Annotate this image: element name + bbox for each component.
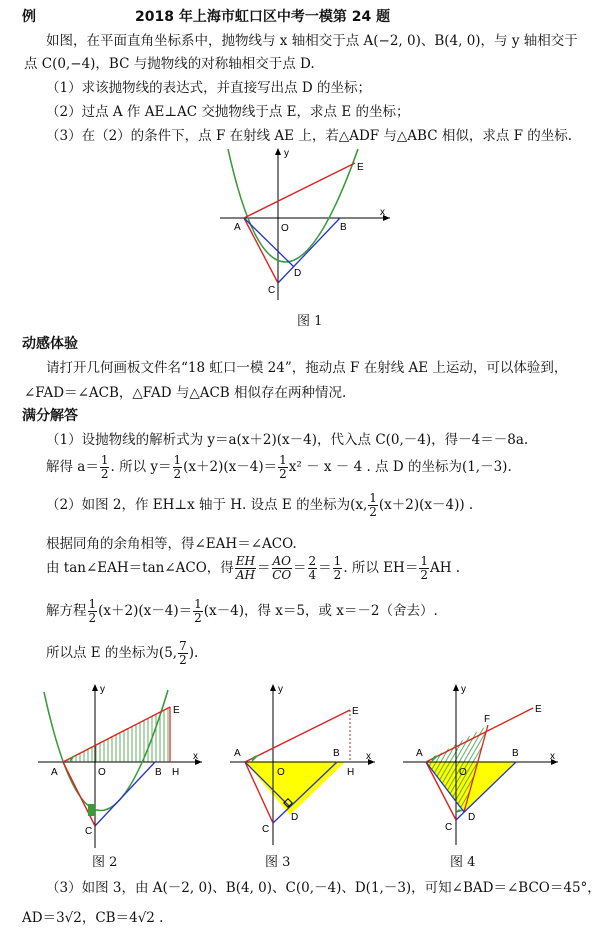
- fig1-label-A: A: [234, 222, 241, 233]
- s7-text-b: ).: [188, 645, 199, 661]
- fig4-label-F: F: [484, 714, 491, 725]
- frac-num: 1: [173, 453, 182, 467]
- frac-num: 1: [333, 554, 342, 568]
- solution-step-7: [46, 638, 198, 668]
- frac-one-half-8: [193, 598, 203, 625]
- fig1-label-D: D: [294, 268, 302, 279]
- problem-line-1: 如图，在平面直角坐标系中，抛物线与 x 轴相交于点 A(−2, 0)、B(4, 0)，与 y 轴相交于: [46, 33, 578, 49]
- solution-step-9: AD＝3√2，CB＝4√2 .: [22, 910, 164, 926]
- frac-num: 2: [308, 554, 317, 568]
- fig3-label-H: H: [347, 767, 355, 778]
- s3-text-b: (x＋2)(x－4)) .: [378, 497, 474, 513]
- s5-eq-2: ＝: [293, 560, 307, 576]
- figure-2-caption: 图 2: [92, 855, 118, 870]
- fig2-label-A: A: [51, 767, 58, 778]
- frac-num: 1: [420, 554, 428, 568]
- question-3: （3）在（2）的条件下，点 F 在射线 AE 上，若△ADF 与△ABC 相似，求点 F 的坐标.: [46, 128, 573, 144]
- frac-den: AH: [235, 568, 255, 582]
- dynamic-line-2: ∠FAD＝∠ACB，△FAD 与△ACB 相似存在两种情况.: [24, 385, 347, 401]
- fig2-label-H: H: [172, 767, 180, 778]
- frac-seven-halves: [178, 640, 188, 667]
- problem-line-2: 点 C(0,−4)，BC 与抛物线的对称轴相交于点 D.: [24, 56, 315, 72]
- s5-eq-3: ＝: [318, 560, 332, 576]
- figure-2: [30, 680, 210, 850]
- fig2-label-O: O: [98, 767, 106, 778]
- question-1: （1）求该抛物线的表达式，并直接写出点 D 的坐标；: [46, 80, 371, 96]
- frac-den: 2: [100, 467, 109, 481]
- frac-den: 2: [279, 467, 287, 481]
- fig1-line-AC: [244, 218, 278, 283]
- fig3-label-E: E: [352, 706, 359, 717]
- fig1-label-y: y: [284, 148, 289, 159]
- frac-one-half-7: [88, 598, 98, 625]
- solution-step-2: [46, 452, 512, 482]
- frac-den: 2: [173, 467, 182, 481]
- fig4-label-E: E: [535, 704, 542, 715]
- figure-1-caption: 图 1: [297, 314, 323, 329]
- fig3-y-arrow: [270, 684, 276, 691]
- fig3-label-C: C: [262, 824, 270, 835]
- frac-one-half-4: [368, 492, 378, 519]
- figure-3-caption: 图 3: [265, 855, 291, 870]
- fig3-label-O: O: [277, 767, 285, 778]
- frac-one-half-6: [419, 555, 429, 582]
- s5-text-a: 由 tan∠EAH＝tan∠ACO，得: [46, 560, 234, 576]
- fig4-label-O: O: [459, 767, 467, 778]
- solution-step-4: 根据同角的余角相等，得∠EAH＝∠ACO.: [46, 536, 297, 552]
- s6-text-a: 解方程: [46, 603, 87, 619]
- fig3-angle-A: [252, 756, 258, 762]
- s2-text-b: . 所以 y＝: [110, 459, 172, 475]
- frac-den: CO: [272, 568, 292, 582]
- s2-text-a: 解得 a＝: [46, 459, 99, 475]
- fig4-label-C: C: [445, 822, 453, 833]
- frac-one-half-3: [278, 454, 288, 481]
- frac-den: 2: [420, 568, 428, 582]
- fig3-label-A: A: [234, 748, 241, 759]
- frac-AO-CO: [272, 555, 293, 582]
- fig2-angle-C: [88, 804, 95, 816]
- s5-text-f: AH .: [429, 560, 461, 576]
- fig4-y-arrow: [453, 684, 459, 691]
- s5-eq-1: ＝: [257, 560, 271, 576]
- fig3-fill-triangle: [245, 762, 345, 815]
- s6-text-c: (x－4)，得 x＝5，或 x＝－2（舍去）.: [203, 603, 438, 619]
- problem-title: 2018 年上海市虹口区中考一模第 24 题: [135, 9, 391, 25]
- question-2: （2）过点 A 作 AE⊥AC 交抛物线于点 E，求点 E 的坐标；: [46, 104, 410, 120]
- s3-text-a: （2）如图 2，作 EH⊥x 轴于 H. 设点 E 的坐标为(x,: [46, 497, 368, 513]
- s6-text-b: (x＋2)(x－4)＝: [98, 603, 193, 619]
- figure-3: [225, 680, 385, 850]
- solution-step-3: [46, 490, 473, 520]
- fig4-label-D: D: [468, 812, 476, 823]
- figure-1: [210, 145, 400, 305]
- frac-den: 2: [194, 611, 202, 625]
- solution-title: 满分解答: [22, 408, 78, 424]
- frac-num: 1: [369, 491, 377, 505]
- fig2-label-x: x: [193, 751, 198, 762]
- s5-text-e: . 所以 EH＝: [343, 560, 419, 576]
- fig4-angle-C: [456, 810, 462, 813]
- fig2-label-C: C: [85, 826, 93, 837]
- frac-den: 2: [369, 505, 377, 519]
- solution-step-6: [46, 596, 438, 626]
- fig2-label-E: E: [173, 705, 180, 716]
- frac-num: AO: [272, 554, 292, 568]
- frac-num: EH: [235, 554, 256, 568]
- fig3-label-y: y: [278, 684, 283, 695]
- s2-text-c: (x＋2)(x－4)＝: [183, 459, 278, 475]
- frac-den: 4: [308, 568, 317, 582]
- fig3-label-x: x: [366, 751, 371, 762]
- frac-num: 7: [179, 639, 187, 653]
- s7-text-a: 所以点 E 的坐标为(5,: [46, 645, 178, 661]
- frac-one-half-1: [100, 454, 110, 481]
- solution-step-8: （3）如图 3，由 A(－2, 0)、B(4, 0)、C(0,－4)、D(1,－3)，可知∠BAD＝∠BCO＝45°，: [46, 880, 601, 896]
- fig1-parabola: [228, 149, 358, 262]
- fig4-label-y: y: [461, 684, 466, 695]
- fig4-label-A: A: [416, 748, 423, 759]
- fig4-label-x: x: [550, 751, 555, 762]
- s2-text-d: x² － x － 4 . 点 D 的坐标为(1,－3).: [288, 459, 512, 475]
- fig1-label-E: E: [357, 162, 364, 173]
- frac-den: 2: [88, 611, 97, 625]
- dynamic-line-1: 请打开几何画板文件名“18 虹口一模 24”，拖动点 F 在射线 AE 上运动，可以体验到，: [46, 360, 568, 376]
- fig1-label-x: x: [380, 207, 385, 218]
- example-label: 例: [22, 9, 36, 25]
- frac-two-fourths: [308, 555, 318, 582]
- frac-num: 1: [279, 453, 287, 467]
- fig2-y-arrow: [92, 684, 98, 691]
- fig1-label-O: O: [281, 223, 289, 234]
- frac-num: 1: [88, 597, 97, 611]
- fig3-label-D: D: [291, 812, 299, 823]
- fig1-y-arrow: [275, 148, 281, 155]
- fig1-label-B: B: [340, 222, 347, 233]
- frac-num: 1: [100, 453, 109, 467]
- fig1-line-AE: [244, 163, 355, 218]
- figure-4: [398, 680, 578, 850]
- solution-step-5: [46, 552, 460, 584]
- frac-den: 2: [333, 568, 342, 582]
- dynamic-title: 动感体验: [22, 336, 78, 352]
- fig2-line-AC: [63, 762, 95, 826]
- fig2-label-B: B: [155, 767, 162, 778]
- figure-4-caption: 图 4: [450, 855, 476, 870]
- frac-EH-AH: [235, 555, 256, 582]
- fig4-label-B: B: [512, 748, 519, 759]
- solution-step-1: （1）设抛物线的解析式为 y＝a(x＋2)(x－4)，代入点 C(0,－4)，得－4＝－8a.: [46, 432, 529, 448]
- frac-num: 1: [194, 597, 202, 611]
- fig1-label-C: C: [268, 285, 276, 296]
- frac-one-half-2: [173, 454, 183, 481]
- fig3-label-B: B: [333, 748, 340, 759]
- frac-den: 2: [179, 653, 187, 667]
- frac-one-half-5: [333, 555, 343, 582]
- fig2-label-y: y: [100, 684, 105, 695]
